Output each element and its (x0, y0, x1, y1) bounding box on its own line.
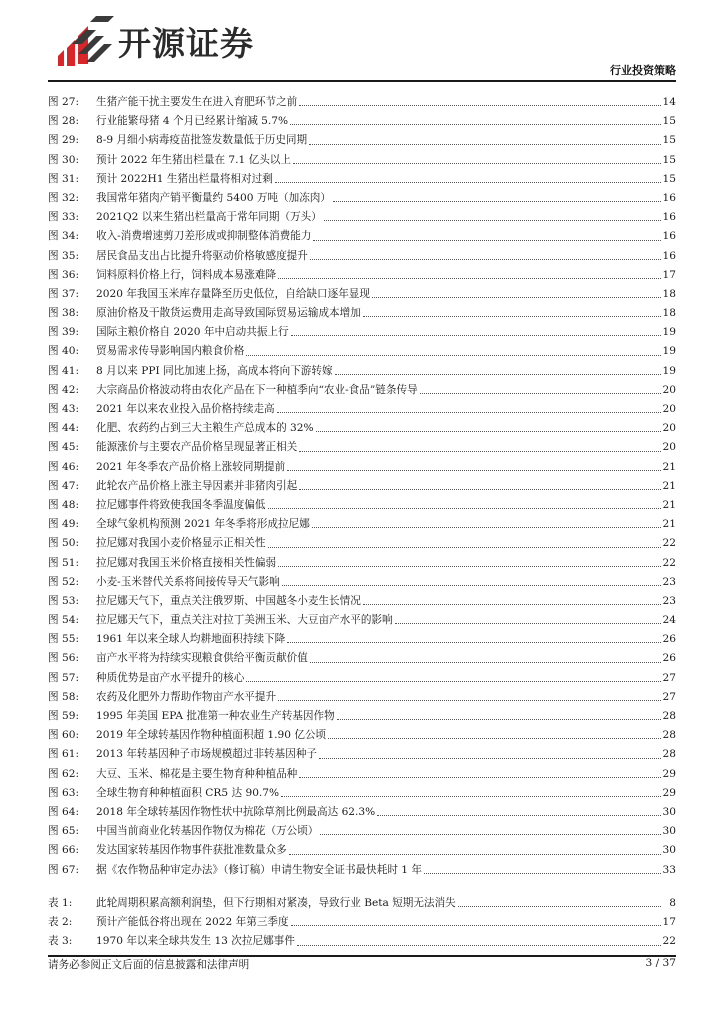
entry-page: 26 (662, 633, 676, 646)
entry-label: 图 65: (48, 825, 80, 838)
entry-label: 图 41: (48, 364, 80, 377)
entry-title: 2019 年全球转基因作物种植面积超 1.90 亿公顷 (96, 729, 327, 742)
dot-leader (268, 547, 662, 548)
entry-page: 15 (662, 134, 676, 147)
entry-page: 24 (662, 614, 676, 627)
entry-page: 19 (662, 345, 676, 358)
entry-title: 亩产水平将为持续实现粮食供给平衡贡献价值 (96, 652, 308, 665)
entry-page: 17 (662, 268, 676, 281)
entry-label: 图 58: (48, 690, 80, 703)
dot-leader (291, 335, 661, 336)
legal-disclaimer: 请务必参阅正文后面的信息披露和法律声明 (48, 959, 250, 971)
entry-page: 19 (662, 364, 676, 377)
entry-page: 19 (662, 326, 676, 339)
figure-entry[interactable] (48, 166, 676, 185)
entry-label: 图 34: (48, 230, 80, 243)
figure-entry[interactable] (48, 338, 676, 357)
entry-title: 原油价格及干散货运费用走高导致国际贸易运输成本增加 (96, 307, 361, 320)
entry-title: 收入-消费增速剪刀差形成或抑制整体消费能力 (96, 230, 312, 243)
figure-entry[interactable] (48, 703, 676, 722)
entry-label: 图 50: (48, 537, 80, 550)
entry-title: 拉尼娜对我国玉米价格直接相关性偏弱 (96, 556, 277, 569)
entry-page: 29 (662, 767, 676, 780)
dot-leader (299, 489, 661, 490)
entry-label: 图 49: (48, 518, 80, 531)
entry-label: 图 37: (48, 287, 80, 300)
dot-leader (281, 796, 661, 797)
dot-leader (337, 719, 661, 720)
entry-page: 8 (669, 897, 676, 910)
dot-leader (278, 566, 661, 567)
entry-page: 20 (662, 422, 676, 435)
dot-leader (289, 854, 661, 855)
entry-page: 18 (662, 287, 676, 300)
dot-leader (293, 163, 661, 164)
entry-title: 发达国家转基因作物事件获批准数量众多 (96, 844, 287, 857)
figure-entry[interactable] (48, 818, 676, 837)
entry-title: 2021 年以来农业投入品价格持续走高 (96, 403, 275, 416)
entry-page: 30 (662, 844, 676, 857)
dot-leader (395, 623, 661, 624)
dot-leader (297, 945, 661, 946)
entry-page: 30 (662, 825, 676, 838)
entry-title: 1961 年以来全球人均耕地面积持续下降 (96, 633, 286, 646)
dot-leader (275, 182, 661, 183)
figure-entry[interactable] (48, 185, 676, 204)
entry-label: 图 48: (48, 498, 80, 511)
entry-label: 表 1: (48, 897, 73, 910)
entry-title: 全球生物育种种植面积 CR5 达 90.7% (96, 786, 280, 799)
figure-entry[interactable] (48, 243, 676, 262)
entry-label: 图 33: (48, 211, 80, 224)
dot-leader (313, 240, 661, 241)
dot-leader (287, 470, 661, 471)
entry-page: 22 (662, 556, 676, 569)
figure-entry[interactable] (48, 588, 676, 607)
entry-page: 28 (662, 710, 676, 723)
entry-label: 图 45: (48, 441, 80, 454)
figure-entry[interactable] (48, 473, 676, 492)
entry-label: 图 51: (48, 556, 80, 569)
entry-label: 图 43: (48, 403, 80, 416)
entry-title: 小麦-玉米替代关系将间接传导天气影响 (96, 575, 280, 588)
entry-page: 21 (662, 518, 676, 531)
entry-label: 图 62: (48, 767, 80, 780)
entry-page: 14 (662, 96, 676, 109)
entry-title: 1995 年美国 EPA 批准第一种农业生产转基因作物 (96, 710, 335, 723)
dot-leader (268, 508, 662, 509)
figure-entry[interactable] (48, 262, 676, 281)
entry-title: 1970 年以来全球共发生 13 次拉尼娜事件 (96, 935, 295, 948)
dot-leader (363, 604, 661, 605)
entry-title: 8 月以来 PPI 同比加速上扬，高成本将向下游转嫁 (96, 364, 333, 377)
entry-page: 16 (662, 249, 676, 262)
entry-title: 2021 年冬季农产品价格上涨较同期提前 (96, 460, 286, 473)
figure-entry[interactable] (48, 799, 676, 818)
entry-title: 大宗商品价格波动将由农化产品在下一种植季向“农业-食品”链条传导 (96, 383, 418, 396)
entry-title: 饲料原料价格上行，饲料成本易涨难降 (96, 268, 277, 281)
entry-label: 图 27: (48, 96, 80, 109)
figure-entry[interactable] (48, 377, 676, 396)
dot-leader (290, 124, 661, 125)
entry-label: 表 3: (48, 935, 73, 948)
dot-leader (324, 220, 661, 221)
entry-title: 预计产能低谷将出现在 2022 年第三季度 (96, 916, 289, 929)
dot-leader (310, 259, 661, 260)
entry-title: 种质优势是亩产水平提升的核心 (96, 671, 245, 684)
entry-page: 15 (662, 153, 676, 166)
figure-entry[interactable] (48, 108, 676, 127)
page-number: 3 / 37 (645, 957, 676, 969)
figure-entry[interactable] (48, 569, 676, 588)
entry-page: 21 (662, 498, 676, 511)
header-divider (48, 80, 676, 82)
entry-title: 2020 年我国玉米库存量降至历史低位，自给缺口逐年显现 (96, 287, 370, 300)
dot-leader (246, 355, 661, 356)
dot-leader (278, 700, 661, 701)
entry-title: 中国当前商业化转基因作物仅为棉花（万公顷） (96, 825, 319, 838)
entry-title: 拉尼娜对我国小麦价格显示正相关性 (96, 537, 266, 550)
entry-label: 图 64: (48, 805, 80, 818)
entry-label: 图 56: (48, 652, 80, 665)
kaiyuan-logo-icon (56, 14, 116, 68)
report-type-label: 行业投资策略 (610, 64, 676, 77)
figure-entry[interactable] (48, 837, 676, 856)
entry-page: 16 (662, 191, 676, 204)
dot-leader (291, 925, 661, 926)
figure-index (48, 89, 676, 876)
entry-page: 23 (662, 594, 676, 607)
figure-entry[interactable] (48, 741, 676, 760)
entry-label: 图 30: (48, 153, 80, 166)
figure-entry[interactable] (48, 492, 676, 511)
entry-label: 图 46: (48, 460, 80, 473)
entry-page: 15 (662, 115, 676, 128)
entry-title: 预计 2022H1 生猪出栏量将相对过剩 (96, 172, 273, 185)
dot-leader (277, 412, 661, 413)
entry-title: 拉尼娜事件将致使我国冬季温度偏低 (96, 498, 266, 511)
brand-name: 开源证券 (118, 24, 254, 63)
figure-entry[interactable] (48, 300, 676, 319)
entry-label: 图 40: (48, 345, 80, 358)
dot-leader (299, 777, 661, 778)
dot-leader (312, 527, 661, 528)
dot-leader (287, 642, 661, 643)
entry-title: 化肥、农药约占到三大主粮生产总成本的 32% (96, 422, 314, 435)
entry-page: 22 (662, 537, 676, 550)
entry-page: 28 (662, 729, 676, 742)
figure-entry[interactable] (48, 415, 676, 434)
figure-entry[interactable] (48, 319, 676, 338)
figure-entry[interactable] (48, 722, 676, 741)
dot-leader (278, 278, 661, 279)
entry-page: 15 (662, 172, 676, 185)
entry-label: 图 35: (48, 249, 80, 262)
table-entry[interactable] (48, 909, 676, 928)
figure-entry[interactable] (48, 780, 676, 799)
entry-title: 2018 年全球转基因作物性状中抗除草剂比例最高达 62.3% (96, 805, 376, 818)
entry-page: 23 (662, 575, 676, 588)
entry-page: 16 (662, 230, 676, 243)
entry-label: 图 55: (48, 633, 80, 646)
figure-entry[interactable] (48, 511, 676, 530)
entry-page: 22 (662, 935, 676, 948)
table-index (48, 890, 676, 948)
entry-title: 我国常年猪肉产销平衡量约 5400 万吨（加冻肉） (96, 191, 331, 204)
entry-page: 16 (662, 211, 676, 224)
figure-entry[interactable] (48, 665, 676, 684)
figure-entry[interactable] (48, 530, 676, 549)
dot-leader (333, 201, 661, 202)
entry-page: 33 (662, 863, 676, 876)
dot-leader (316, 431, 661, 432)
entry-title: 拉尼娜天气下，重点关注对拉丁美洲玉米、大豆亩产水平的影响 (96, 614, 393, 627)
dot-leader (335, 374, 661, 375)
figure-entry[interactable] (48, 127, 676, 146)
entry-title: 全球气象机构预测 2021 年冬季将形成拉尼娜 (96, 518, 310, 531)
entry-title: 拉尼娜天气下，重点关注俄罗斯、中国越冬小麦生长情况 (96, 594, 361, 607)
dot-leader (363, 316, 661, 317)
figure-entry[interactable] (48, 550, 676, 569)
figure-entry[interactable] (48, 223, 676, 242)
figure-entry[interactable] (48, 607, 676, 626)
figure-entry[interactable] (48, 761, 676, 780)
entry-page: 20 (662, 383, 676, 396)
figure-entry[interactable] (48, 89, 676, 108)
entry-title: 预计 2022 年生猪出栏量在 7.1 亿头以上 (96, 153, 291, 166)
table-entry[interactable] (48, 890, 676, 909)
entry-title: 农药及化肥外力帮助作物亩产水平提升 (96, 690, 277, 703)
entry-title: 8-9 月细小病毒疫苗批签发数量低于历史同期 (96, 134, 308, 147)
figure-entry[interactable] (48, 434, 676, 453)
dot-leader (320, 834, 661, 835)
entry-label: 图 60: (48, 729, 80, 742)
entry-label: 图 39: (48, 326, 80, 339)
entry-label: 图 61: (48, 748, 80, 761)
entry-label: 图 52: (48, 575, 80, 588)
entry-page: 18 (662, 307, 676, 320)
entry-page: 21 (662, 479, 676, 492)
dot-leader (310, 662, 661, 663)
figure-entry[interactable] (48, 454, 676, 473)
entry-label: 图 31: (48, 172, 80, 185)
entry-label: 图 53: (48, 594, 80, 607)
entry-page: 27 (662, 671, 676, 684)
dot-leader (424, 873, 661, 874)
dot-leader (299, 105, 661, 106)
entry-page: 29 (662, 786, 676, 799)
entry-page: 17 (662, 916, 676, 929)
entry-label: 图 28: (48, 115, 80, 128)
entry-title: 2021Q2 以来生猪出栏量高于常年同期（万头） (96, 211, 322, 224)
entry-title: 2013 年转基因种子市场规模超过非转基因种子 (96, 748, 318, 761)
entry-page: 30 (662, 805, 676, 818)
entry-page: 20 (662, 403, 676, 416)
entry-title: 居民食品支出占比提升将驱动价格敏感度提升 (96, 249, 308, 262)
entry-label: 表 2: (48, 916, 73, 929)
dot-leader (328, 738, 661, 739)
entry-title: 此轮周期积累高额利润垫，但下行期相对紧凑，导致行业 Beta 短期无法消失 (96, 897, 456, 910)
entry-label: 图 47: (48, 479, 80, 492)
entry-page: 28 (662, 748, 676, 761)
entry-label: 图 38: (48, 307, 80, 320)
dot-leader (372, 297, 661, 298)
dot-leader (377, 815, 661, 816)
entry-title: 此轮农产品价格上涨主导因素并非猪肉引起 (96, 479, 298, 492)
dot-leader (299, 451, 661, 452)
entry-title: 贸易需求传导影响国内粮食价格 (96, 345, 245, 358)
entry-label: 图 42: (48, 383, 80, 396)
page-header (0, 0, 724, 82)
entry-page: 21 (662, 460, 676, 473)
entry-title: 行业能繁母猪 4 个月已经累计缩减 5.7% (96, 115, 289, 128)
entry-label: 图 57: (48, 671, 80, 684)
dot-leader (309, 144, 661, 145)
figure-entry[interactable] (48, 645, 676, 664)
entry-label: 图 32: (48, 191, 80, 204)
entry-page: 20 (662, 441, 676, 454)
entry-label: 图 29: (48, 134, 80, 147)
figure-entry[interactable] (48, 684, 676, 703)
entry-label: 图 63: (48, 786, 80, 799)
figure-entry[interactable] (48, 281, 676, 300)
figure-entry[interactable] (48, 204, 676, 223)
entry-label: 图 67: (48, 863, 80, 876)
figure-entry[interactable] (48, 358, 676, 377)
figure-entry[interactable] (48, 626, 676, 645)
entry-page: 26 (662, 652, 676, 665)
dot-leader (246, 681, 661, 682)
figure-entry[interactable] (48, 147, 676, 166)
entry-title: 能源涨价与主要农产品价格呈现显著正相关 (96, 441, 298, 454)
dot-leader (282, 585, 661, 586)
dot-leader (420, 393, 661, 394)
entry-label: 图 59: (48, 710, 80, 723)
table-entry[interactable] (48, 928, 676, 947)
entry-title: 生猪产能干扰主要发生在进入育肥环节之前 (96, 96, 298, 109)
entry-label: 图 44: (48, 422, 80, 435)
entry-label: 图 36: (48, 268, 80, 281)
dot-leader (458, 906, 661, 907)
dot-leader (319, 758, 661, 759)
figure-entry[interactable] (48, 857, 676, 876)
entry-title: 国际主粮价格自 2020 年中启动共振上行 (96, 326, 289, 339)
entry-title: 据《农作物品种审定办法》（修订稿）申请生物安全证书最快耗时 1 年 (96, 863, 422, 876)
entry-title: 大豆、玉米、棉花是主要生物育种种植品种 (96, 767, 298, 780)
entry-page: 27 (662, 690, 676, 703)
figure-entry[interactable] (48, 396, 676, 415)
entry-label: 图 54: (48, 614, 80, 627)
entry-label: 图 66: (48, 844, 80, 857)
